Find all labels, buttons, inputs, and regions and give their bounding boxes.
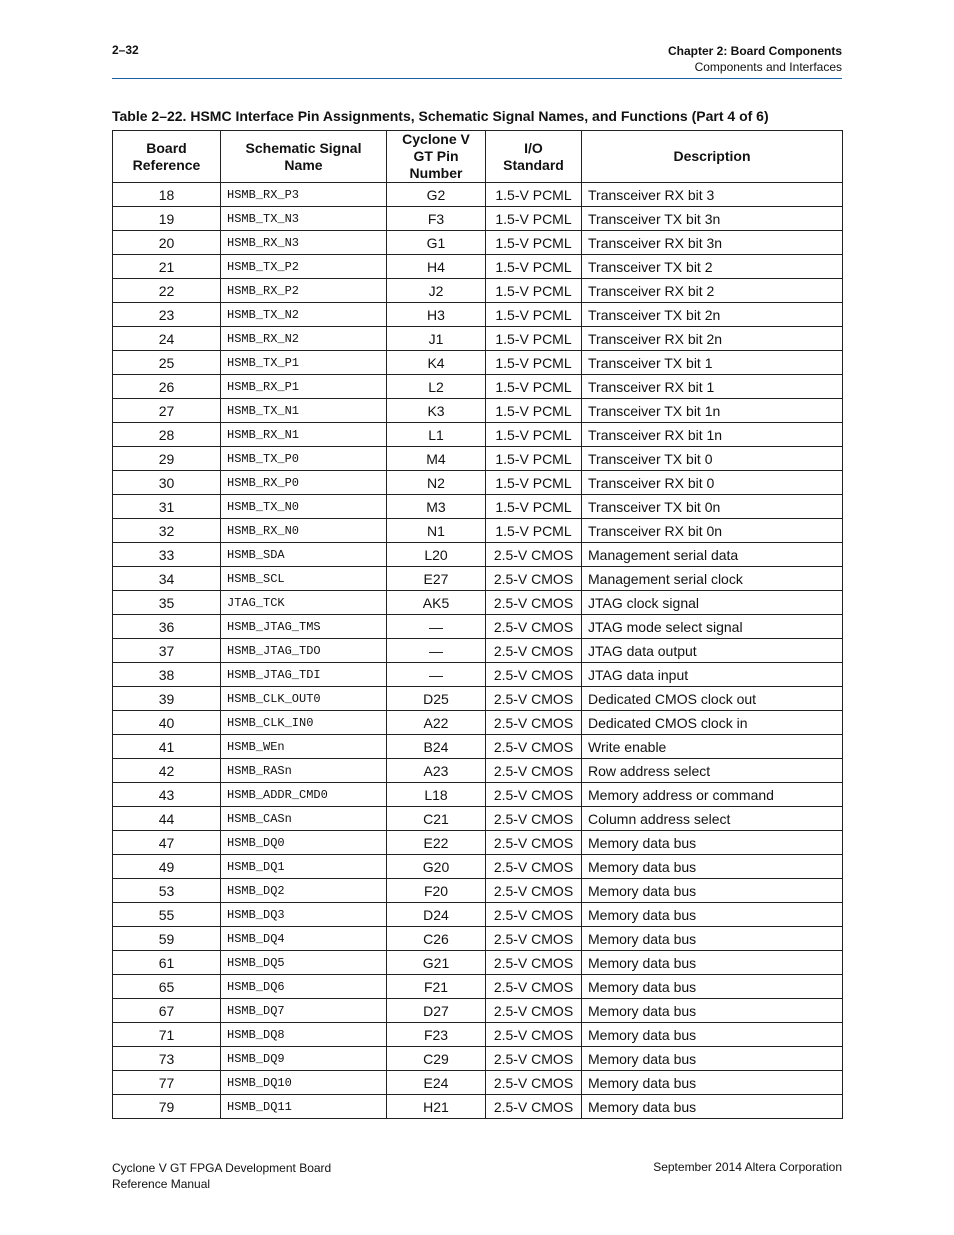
io-standard-cell: 2.5-V CMOS [486,951,582,975]
running-header [668,43,842,75]
pin-number-cell: H4 [387,255,486,279]
board-reference-cell: 42 [113,759,221,783]
signal-name-cell: HSMB_DQ11 [221,1095,387,1119]
io-standard-cell: 1.5-V PCML [486,303,582,327]
io-standard-cell: 2.5-V CMOS [486,807,582,831]
io-standard-cell: 2.5-V CMOS [486,927,582,951]
signal-name-cell: HSMB_JTAG_TMS [221,615,387,639]
table-row [113,759,843,783]
col-pin-number: Cyclone V GT Pin Number [387,131,486,183]
io-standard-cell: 2.5-V CMOS [486,759,582,783]
board-reference-cell: 36 [113,615,221,639]
pin-number-cell: N1 [387,519,486,543]
signal-name-cell: HSMB_DQ5 [221,951,387,975]
io-standard-cell: 2.5-V CMOS [486,639,582,663]
io-standard-cell: 2.5-V CMOS [486,975,582,999]
io-standard-cell: 2.5-V CMOS [486,1071,582,1095]
table-row [113,279,843,303]
table-row [113,255,843,279]
board-reference-cell: 20 [113,231,221,255]
pin-number-cell: AK5 [387,591,486,615]
table-row [113,447,843,471]
doc-subtitle: Reference Manual [112,1177,211,1191]
table-row [113,351,843,375]
signal-name-cell: HSMB_WEn [221,735,387,759]
pin-number-cell: A23 [387,759,486,783]
table-row [113,951,843,975]
board-reference-cell: 49 [113,855,221,879]
description-cell: Transceiver TX bit 1n [582,399,843,423]
doc-title: Cyclone V GT FPGA Development Board [112,1161,332,1175]
col-io-standard: I/O Standard [486,131,582,183]
signal-name-cell: HSMB_DQ10 [221,1071,387,1095]
signal-name-cell: HSMB_RX_N3 [221,231,387,255]
pin-number-cell: D24 [387,903,486,927]
table-row [113,231,843,255]
board-reference-cell: 28 [113,423,221,447]
pin-number-cell: — [387,615,486,639]
table-header-row [113,131,843,183]
board-reference-cell: 23 [113,303,221,327]
table-row [113,639,843,663]
io-standard-cell: 2.5-V CMOS [486,735,582,759]
table-row [113,879,843,903]
table-row [113,807,843,831]
signal-name-cell: HSMB_DQ3 [221,903,387,927]
description-cell: Transceiver RX bit 1n [582,423,843,447]
signal-name-cell: HSMB_CLK_IN0 [221,711,387,735]
signal-name-cell: HSMB_DQ7 [221,999,387,1023]
description-cell: Memory data bus [582,1071,843,1095]
signal-name-cell: HSMB_TX_P2 [221,255,387,279]
io-standard-cell: 2.5-V CMOS [486,543,582,567]
footer-left [112,1160,331,1192]
description-cell: Transceiver RX bit 3 [582,183,843,207]
signal-name-cell: HSMB_ADDR_CMD0 [221,783,387,807]
header-rule [112,78,842,79]
table-row [113,519,843,543]
board-reference-cell: 77 [113,1071,221,1095]
pin-number-cell: G20 [387,855,486,879]
description-cell: Dedicated CMOS clock in [582,711,843,735]
table-row [113,855,843,879]
pin-number-cell: L20 [387,543,486,567]
pin-number-cell: H3 [387,303,486,327]
board-reference-cell: 29 [113,447,221,471]
io-standard-cell: 1.5-V PCML [486,423,582,447]
board-reference-cell: 33 [113,543,221,567]
table-row [113,615,843,639]
board-reference-cell: 79 [113,1095,221,1119]
description-cell: Memory data bus [582,999,843,1023]
pin-number-cell: C21 [387,807,486,831]
board-reference-cell: 37 [113,639,221,663]
io-standard-cell: 1.5-V PCML [486,183,582,207]
board-reference-cell: 65 [113,975,221,999]
table-row [113,543,843,567]
board-reference-cell: 22 [113,279,221,303]
io-standard-cell: 2.5-V CMOS [486,615,582,639]
board-reference-cell: 53 [113,879,221,903]
description-cell: Column address select [582,807,843,831]
description-cell: JTAG data input [582,663,843,687]
pin-number-cell: H21 [387,1095,486,1119]
signal-name-cell: HSMB_DQ4 [221,927,387,951]
board-reference-cell: 31 [113,495,221,519]
signal-name-cell: HSMB_RASn [221,759,387,783]
pin-number-cell: L18 [387,783,486,807]
board-reference-cell: 32 [113,519,221,543]
footer-date-company: September 2014 Altera Corporation [653,1160,842,1174]
board-reference-cell: 71 [113,1023,221,1047]
table-row [113,327,843,351]
signal-name-cell: HSMB_RX_P3 [221,183,387,207]
description-cell: Management serial data [582,543,843,567]
table-row [113,711,843,735]
signal-name-cell: HSMB_TX_N2 [221,303,387,327]
board-reference-cell: 47 [113,831,221,855]
pin-number-cell: C26 [387,927,486,951]
table-row [113,735,843,759]
table-row [113,591,843,615]
io-standard-cell: 1.5-V PCML [486,471,582,495]
io-standard-cell: 2.5-V CMOS [486,1023,582,1047]
io-standard-cell: 2.5-V CMOS [486,783,582,807]
io-standard-cell: 2.5-V CMOS [486,711,582,735]
description-cell: Memory data bus [582,903,843,927]
description-cell: Memory data bus [582,1095,843,1119]
io-standard-cell: 1.5-V PCML [486,351,582,375]
io-standard-cell: 1.5-V PCML [486,519,582,543]
pin-number-cell: — [387,663,486,687]
signal-name-cell: HSMB_SCL [221,567,387,591]
io-standard-cell: 2.5-V CMOS [486,687,582,711]
pin-number-cell: A22 [387,711,486,735]
signal-name-cell: HSMB_CLK_OUT0 [221,687,387,711]
table-row [113,567,843,591]
pin-number-cell: F21 [387,975,486,999]
pin-assignment-table [112,130,843,1119]
description-cell: Transceiver RX bit 0n [582,519,843,543]
signal-name-cell: HSMB_DQ0 [221,831,387,855]
signal-name-cell: HSMB_RX_N1 [221,423,387,447]
description-cell: Transceiver RX bit 3n [582,231,843,255]
io-standard-cell: 2.5-V CMOS [486,567,582,591]
table-row [113,1023,843,1047]
table-row [113,783,843,807]
table-row [113,663,843,687]
description-cell: JTAG data output [582,639,843,663]
table-row [113,495,843,519]
col-board-reference: Board Reference [113,131,221,183]
pin-number-cell: D25 [387,687,486,711]
pin-number-cell: M4 [387,447,486,471]
table-row [113,423,843,447]
io-standard-cell: 2.5-V CMOS [486,879,582,903]
board-reference-cell: 30 [113,471,221,495]
signal-name-cell: JTAG_TCK [221,591,387,615]
description-cell: Memory data bus [582,951,843,975]
board-reference-cell: 27 [113,399,221,423]
signal-name-cell: HSMB_RX_N0 [221,519,387,543]
io-standard-cell: 1.5-V PCML [486,207,582,231]
board-reference-cell: 43 [113,783,221,807]
description-cell: Management serial clock [582,567,843,591]
table-row [113,375,843,399]
description-cell: JTAG clock signal [582,591,843,615]
io-standard-cell: 2.5-V CMOS [486,1095,582,1119]
description-cell: Memory data bus [582,975,843,999]
board-reference-cell: 34 [113,567,221,591]
table-body [113,183,843,1119]
pin-number-cell: F20 [387,879,486,903]
col-description: Description [582,131,843,183]
pin-number-cell: E27 [387,567,486,591]
signal-name-cell: HSMB_TX_N3 [221,207,387,231]
description-cell: Transceiver TX bit 0n [582,495,843,519]
io-standard-cell: 2.5-V CMOS [486,1047,582,1071]
description-cell: Memory data bus [582,879,843,903]
io-standard-cell: 2.5-V CMOS [486,831,582,855]
board-reference-cell: 19 [113,207,221,231]
io-standard-cell: 1.5-V PCML [486,255,582,279]
io-standard-cell: 1.5-V PCML [486,279,582,303]
io-standard-cell: 1.5-V PCML [486,399,582,423]
table-row [113,399,843,423]
col-signal-name: Schematic Signal Name [221,131,387,183]
board-reference-cell: 55 [113,903,221,927]
pin-number-cell: G2 [387,183,486,207]
description-cell: Transceiver TX bit 0 [582,447,843,471]
description-cell: Memory data bus [582,855,843,879]
table-row [113,471,843,495]
description-cell: Memory data bus [582,927,843,951]
board-reference-cell: 67 [113,999,221,1023]
signal-name-cell: HSMB_DQ8 [221,1023,387,1047]
description-cell: JTAG mode select signal [582,615,843,639]
table-row [113,927,843,951]
table-row [113,1095,843,1119]
description-cell: Row address select [582,759,843,783]
signal-name-cell: HSMB_DQ1 [221,855,387,879]
board-reference-cell: 26 [113,375,221,399]
description-cell: Transceiver TX bit 2n [582,303,843,327]
pin-number-cell: F3 [387,207,486,231]
pin-number-cell: D27 [387,999,486,1023]
signal-name-cell: HSMB_DQ2 [221,879,387,903]
chapter-title: Chapter 2: Board Components [667,44,842,58]
signal-name-cell: HSMB_JTAG_TDI [221,663,387,687]
pin-number-cell: — [387,639,486,663]
table-row [113,999,843,1023]
description-cell: Memory data bus [582,1023,843,1047]
board-reference-cell: 44 [113,807,221,831]
signal-name-cell: HSMB_RX_P2 [221,279,387,303]
table-row [113,1071,843,1095]
signal-name-cell: HSMB_TX_P0 [221,447,387,471]
io-standard-cell: 1.5-V PCML [486,375,582,399]
pin-number-cell: C29 [387,1047,486,1071]
description-cell: Write enable [582,735,843,759]
signal-name-cell: HSMB_TX_N1 [221,399,387,423]
pin-number-cell: G1 [387,231,486,255]
signal-name-cell: HSMB_DQ9 [221,1047,387,1071]
pin-number-cell: N2 [387,471,486,495]
io-standard-cell: 1.5-V PCML [486,327,582,351]
table-row [113,303,843,327]
pin-number-cell: B24 [387,735,486,759]
board-reference-cell: 18 [113,183,221,207]
table-row [113,831,843,855]
pin-number-cell: K4 [387,351,486,375]
pin-number-cell: M3 [387,495,486,519]
board-reference-cell: 59 [113,927,221,951]
board-reference-cell: 40 [113,711,221,735]
io-standard-cell: 2.5-V CMOS [486,903,582,927]
table-row [113,903,843,927]
pin-number-cell: L1 [387,423,486,447]
description-cell: Memory data bus [582,831,843,855]
board-reference-cell: 25 [113,351,221,375]
table-row [113,975,843,999]
table-row [113,207,843,231]
table-row [113,183,843,207]
board-reference-cell: 41 [113,735,221,759]
section-title: Components and Interfaces [694,60,842,74]
signal-name-cell: HSMB_SDA [221,543,387,567]
table-caption: Table 2–22. HSMC Interface Pin Assignments, Schematic Signal Names, and Functions (Part 4 of 6) [112,108,769,124]
signal-name-cell: HSMB_RX_P1 [221,375,387,399]
board-reference-cell: 35 [113,591,221,615]
io-standard-cell: 2.5-V CMOS [486,591,582,615]
description-cell: Memory data bus [582,1047,843,1071]
pin-number-cell: J2 [387,279,486,303]
description-cell: Dedicated CMOS clock out [582,687,843,711]
page-number: 2–32 [112,43,139,57]
board-reference-cell: 38 [113,663,221,687]
io-standard-cell: 1.5-V PCML [486,495,582,519]
board-reference-cell: 73 [113,1047,221,1071]
io-standard-cell: 2.5-V CMOS [486,663,582,687]
board-reference-cell: 61 [113,951,221,975]
description-cell: Transceiver TX bit 2 [582,255,843,279]
description-cell: Transceiver TX bit 1 [582,351,843,375]
board-reference-cell: 39 [113,687,221,711]
io-standard-cell: 2.5-V CMOS [486,999,582,1023]
signal-name-cell: HSMB_RX_N2 [221,327,387,351]
description-cell: Transceiver RX bit 2n [582,327,843,351]
description-cell: Transceiver RX bit 2 [582,279,843,303]
signal-name-cell: HSMB_RX_P0 [221,471,387,495]
board-reference-cell: 21 [113,255,221,279]
signal-name-cell: HSMB_DQ6 [221,975,387,999]
table-row [113,687,843,711]
pin-number-cell: J1 [387,327,486,351]
description-cell: Memory address or command [582,783,843,807]
signal-name-cell: HSMB_CASn [221,807,387,831]
pin-number-cell: E22 [387,831,486,855]
table-row [113,1047,843,1071]
signal-name-cell: HSMB_JTAG_TDO [221,639,387,663]
description-cell: Transceiver RX bit 1 [582,375,843,399]
pin-number-cell: K3 [387,399,486,423]
io-standard-cell: 1.5-V PCML [486,447,582,471]
io-standard-cell: 2.5-V CMOS [486,855,582,879]
pin-number-cell: L2 [387,375,486,399]
description-cell: Transceiver TX bit 3n [582,207,843,231]
io-standard-cell: 1.5-V PCML [486,231,582,255]
board-reference-cell: 24 [113,327,221,351]
pin-number-cell: G21 [387,951,486,975]
pin-number-cell: E24 [387,1071,486,1095]
signal-name-cell: HSMB_TX_N0 [221,495,387,519]
pin-number-cell: F23 [387,1023,486,1047]
description-cell: Transceiver RX bit 0 [582,471,843,495]
signal-name-cell: HSMB_TX_P1 [221,351,387,375]
